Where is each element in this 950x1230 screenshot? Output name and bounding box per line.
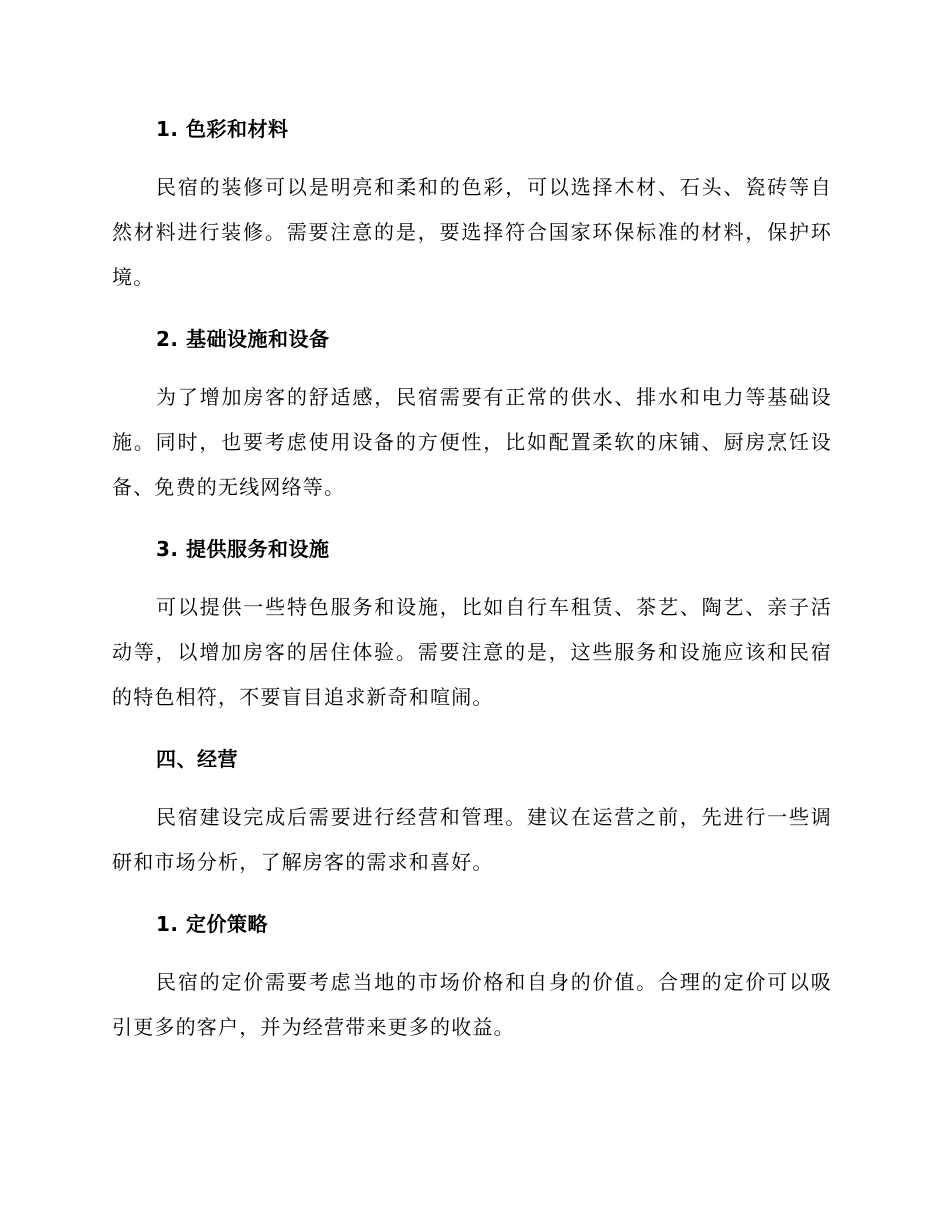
paragraph-operations: 民宿建设完成后需要进行经营和管理。建议在运营之前，先进行一些调研和市场分析，了解房客的需求和喜好。: [112, 805, 832, 874]
paragraph-pricing: 民宿的定价需要考虑当地的市场价格和自身的价值。合理的定价可以吸引更多的客户，并为经营带来更多的收益。: [112, 970, 832, 1039]
section-heading-services: 3. 提供服务和设施: [156, 537, 330, 561]
section-heading-pricing: 1. 定价策略: [156, 912, 268, 936]
section-heading-infrastructure: 2. 基础设施和设备: [156, 327, 330, 351]
section-heading-operations: 四、经营: [156, 747, 238, 771]
document-body: [112, 112, 832, 1072]
section-heading-color-materials: 1. 色彩和材料: [156, 117, 289, 141]
paragraph-services: 可以提供一些特色服务和设施，比如自行车租赁、茶艺、陶艺、亲子活动等，以增加房客的居住体验。需要注意的是，这些服务和设施应该和民宿的特色相符，不要盲目追求新奇和喧闹。: [112, 595, 832, 709]
paragraph-infrastructure: 为了增加房客的舒适感，民宿需要有正常的供水、排水和电力等基础设施。同时，也要考虑使用设备的方便性，比如配置柔软的床铺、厨房烹饪设备、免费的无线网络等。: [112, 385, 832, 499]
paragraph-color-materials: 民宿的装修可以是明亮和柔和的色彩，可以选择木材、石头、瓷砖等自然材料进行装修。需要注意的是，要选择符合国家环保标准的材料，保护环境。: [112, 175, 832, 289]
